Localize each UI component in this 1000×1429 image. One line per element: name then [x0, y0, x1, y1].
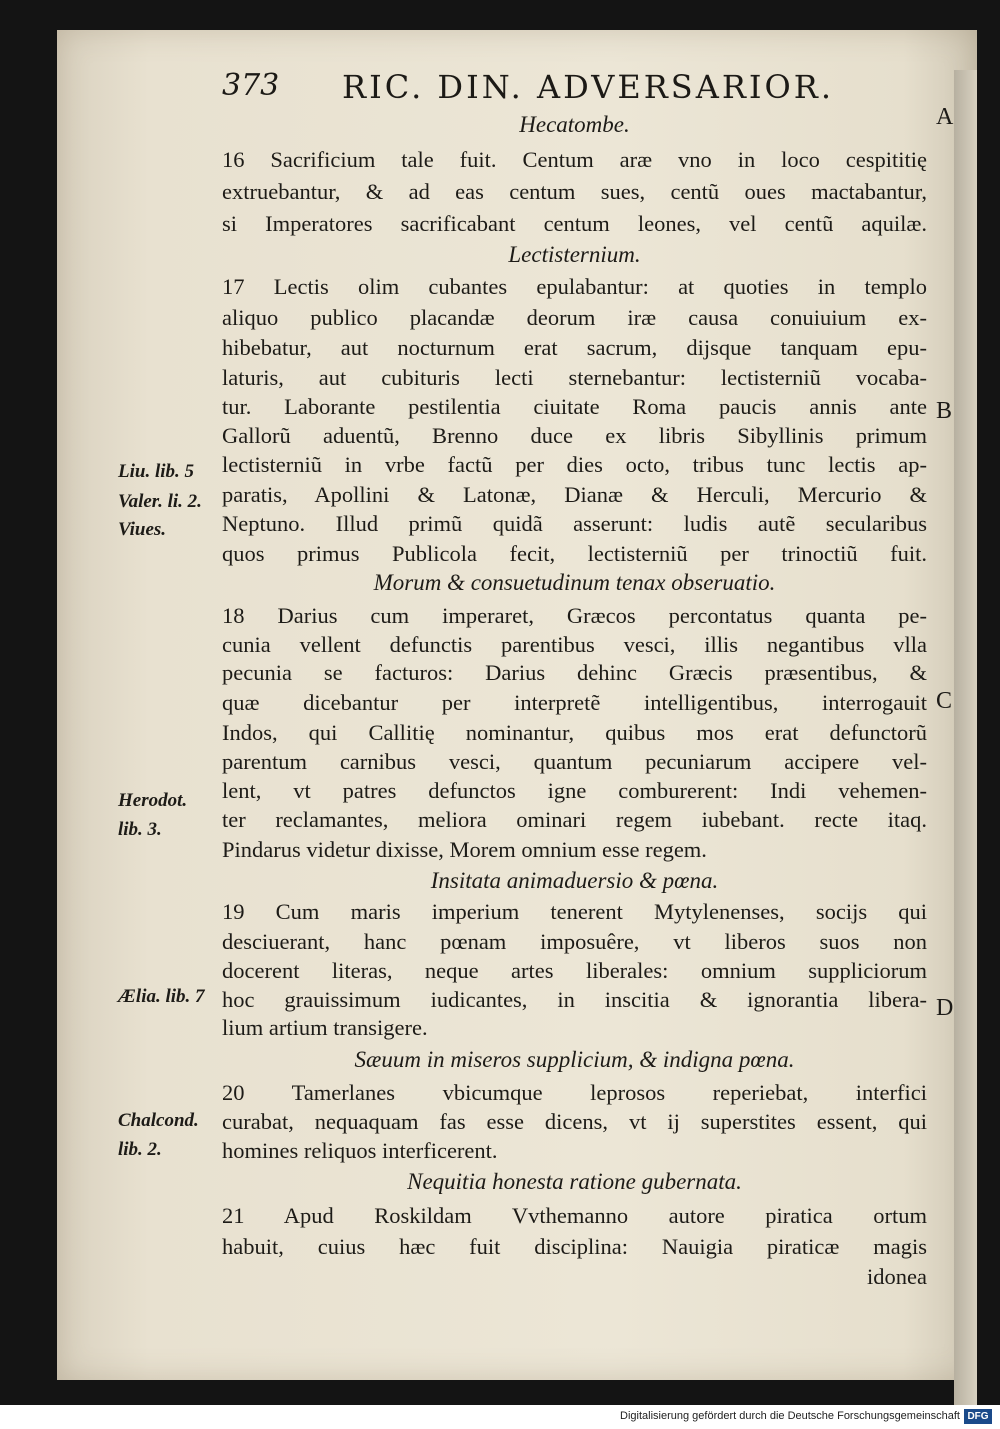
- text-line: lium artium transigere.: [222, 1015, 428, 1040]
- section-heading: Insitata animaduersio & pœna.: [430, 868, 719, 893]
- footer-credit: Digitalisierung gefördert durch die Deutsche Forschungsgemeinschaft: [620, 1410, 960, 1422]
- section-heading: Hecatombe.: [519, 112, 630, 137]
- text-line: parentum carnibus vesci, quantum pecuniarum accipere vel-: [222, 749, 927, 774]
- text-line: tur. Laborante pestilentia ciuitate Roma paucis annis ante: [222, 394, 927, 419]
- section-heading: Sæuum in miseros supplicium, & indigna pœna.: [354, 1047, 795, 1072]
- section-heading: Morum & consuetudinum tenax obseruatio.: [373, 570, 776, 595]
- text-line: curabat, nequaquam fas esse dicens, vt ij superstites essent, qui: [222, 1109, 927, 1134]
- text-line: quæ dicebantur per interpretẽ intelligentibus, interrogauit: [222, 690, 927, 715]
- text-line: 20 Tamerlanes vbicumque leprosos reperiebat, interfici: [222, 1080, 927, 1105]
- text-line: docerent literas, neque artes liberales: omnium suppliciorum: [222, 958, 927, 983]
- text-line: pecunia se facturos: Darius dehinc Græcis præsentibus, &: [222, 660, 927, 685]
- section-marker: A: [936, 104, 954, 130]
- text-line: Neptuno. Illud primũ quidã asserunt: ludis autẽ secularibus: [222, 511, 927, 536]
- text-line: lectisterniũ in vrbe factũ per dies octo, tribus tunc lectis ap-: [222, 452, 927, 477]
- text-line: paratis, Apollini & Latonæ, Dianæ & Herculi, Mercurio &: [222, 482, 927, 507]
- text-line: 19 Cum maris imperium tenerent Mytylenenses, socijs qui: [222, 899, 927, 924]
- text-line: extruebantur, & ad eas centum sues, centũ oues mactabantur,: [222, 179, 927, 204]
- marginal-citation: Chalcond.: [118, 1110, 199, 1131]
- marginal-citation: lib. 3.: [118, 819, 162, 840]
- marginal-citation: Valer. li. 2.: [118, 491, 202, 512]
- text-line: 16 Sacrificium tale fuit. Centum aræ vno in loco cespititię: [222, 147, 927, 172]
- text-line: desciuerant, hanc pœnam imposuêre, vt liberos suos non: [222, 929, 927, 954]
- marginal-citation: lib. 2.: [118, 1139, 162, 1160]
- marginal-citation: Liu. lib. 5: [118, 461, 195, 482]
- text-line: 18 Darius cum imperaret, Græcos percontatus quanta pe-: [222, 603, 927, 628]
- digitization-footer: [0, 1405, 1000, 1429]
- page-number: 373: [222, 68, 280, 103]
- text-line: Pindarus videtur dixisse, Morem omnium esse regem.: [222, 837, 707, 862]
- dfg-logo: DFG: [964, 1409, 992, 1424]
- text-line: ter reclamantes, meliora ominari regem iubebant. recte itaq.: [222, 807, 927, 832]
- text-line: hibebatur, aut nocturnum erat sacrum, dijsque tanquam epu-: [222, 335, 927, 360]
- section-heading: Nequitia honesta ratione gubernata.: [407, 1169, 742, 1194]
- text-line: habuit, cuius hæc fuit disciplina: Nauigia piraticæ magis: [222, 1234, 927, 1259]
- text-line: 21 Apud Roskildam Vvthemanno autore piratica ortum: [222, 1203, 927, 1228]
- catchword: idonea: [867, 1264, 927, 1289]
- page-edge: [954, 70, 977, 1410]
- marginal-citation: Viues.: [118, 519, 167, 540]
- page-header: [222, 62, 842, 112]
- text-line: Indos, qui Callitię nominantur, quibus mos erat defunctorũ: [222, 720, 927, 745]
- text-line: quos primus Publicola fecit, lectisterniũ per trinoctiũ fuit.: [222, 541, 927, 566]
- section-heading: Lectisternium.: [508, 242, 641, 267]
- marginal-citation: Herodot.: [118, 790, 188, 811]
- text-line: si Imperatores sacrificabant centum leones, vel centũ aquilæ.: [222, 211, 927, 236]
- section-marker: B: [936, 398, 953, 424]
- running-title: RIC. DIN. ADVERSARIOR.: [342, 68, 835, 106]
- text-line: laturis, aut cubituris lecti sternebantur: lectisterniũ vocaba-: [222, 365, 927, 390]
- text-line: homines reliquos interficerent.: [222, 1138, 498, 1163]
- text-line: 17 Lectis olim cubantes epulabantur: at quoties in templo: [222, 274, 927, 299]
- section-marker: C: [936, 688, 953, 714]
- text-line: cunia vellent defunctis parentibus vesci, illis negantibus vlla: [222, 632, 927, 657]
- text-line: aliquo publico placandæ deorum iræ causa conuiuium ex-: [222, 305, 927, 330]
- text-line: lent, vt patres defunctos igne comburerent: Indi vehemen-: [222, 778, 927, 803]
- text-line: hoc grauissimum iudicantes, in inscitia & ignorantia libera-: [222, 987, 927, 1012]
- marginal-citation: Ælia. lib. 7: [118, 986, 205, 1007]
- text-line: Gallorũ aduentũ, Brenno duce ex libris Sibyllinis primum: [222, 423, 927, 448]
- section-marker: D: [936, 995, 954, 1021]
